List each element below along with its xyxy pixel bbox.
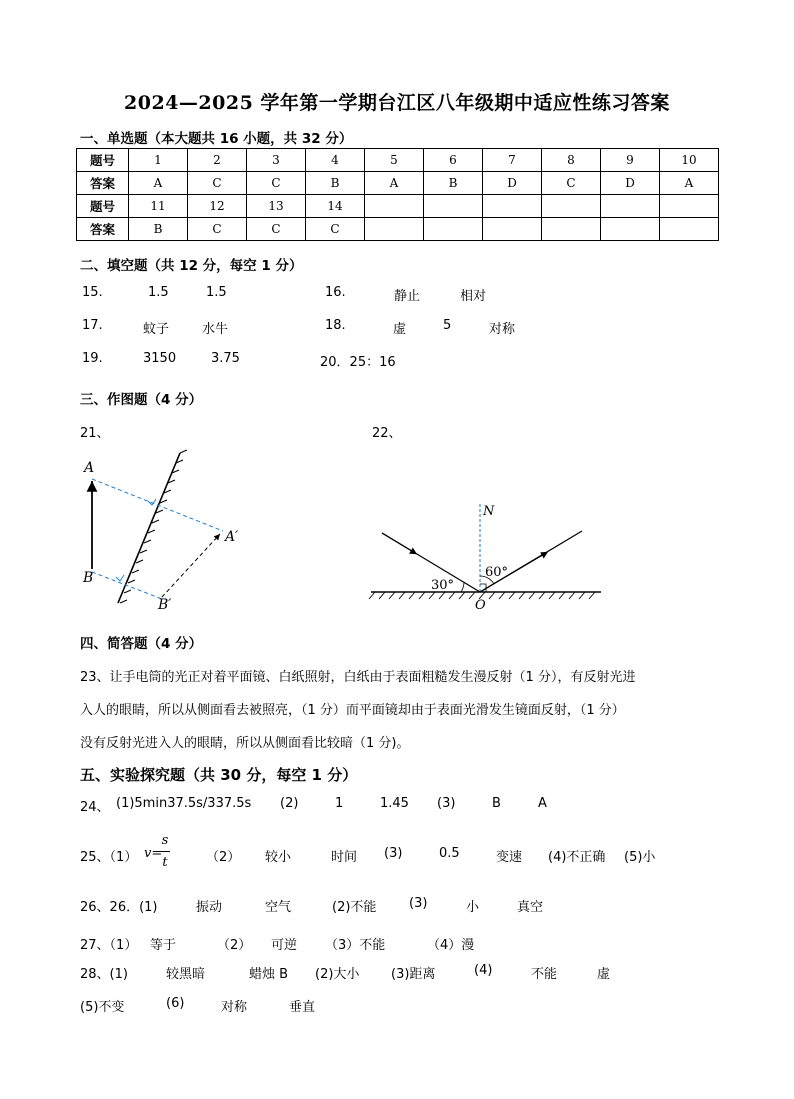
q28-answer-6: 虚 <box>597 967 611 982</box>
q15-number: 15. <box>82 285 103 300</box>
table-cell <box>424 195 483 218</box>
q24-part-3: (3) <box>437 796 456 811</box>
row-header-question: 题号 <box>77 195 129 218</box>
q25-answer-4: 变速 <box>496 850 523 865</box>
reflection-figure <box>365 498 610 616</box>
table-cell <box>601 195 660 218</box>
q27-number: 27、（1） <box>80 938 138 953</box>
q16-number: 16. <box>325 285 346 300</box>
table-cell: 5 <box>365 149 424 172</box>
mirror-image-figure <box>70 445 270 615</box>
angle-arc-30 <box>461 582 464 592</box>
image-arrow-a-prime-b-prime <box>162 534 220 597</box>
q28-number: 28、(1) <box>80 967 128 982</box>
q26-part-3: (3) <box>409 896 428 911</box>
q26-answer-1: 振动 <box>196 900 223 915</box>
q27-answer-3: （3）不能 <box>325 938 386 953</box>
q27-answer-4: （4）漫 <box>427 938 475 953</box>
fraction-bar <box>159 851 170 852</box>
q19-number: 19. <box>82 351 103 366</box>
table-cell <box>424 218 483 241</box>
q18-answer-3: 对称 <box>489 322 516 337</box>
q23-line-1: 23、让手电筒的光正对着平面镜、白纸照射，白纸由于表面粗糙发生漫反射（1 分），有反射光进 <box>80 670 636 685</box>
q28-answer-2: 蜡烛 B <box>249 967 289 982</box>
table-cell <box>542 218 601 241</box>
table-cell: 9 <box>601 149 660 172</box>
table-cell: 13 <box>247 195 306 218</box>
row-header-question: 题号 <box>77 149 129 172</box>
q18-answer-2: 5 <box>443 318 452 333</box>
q25-answer-3: 0.5 <box>439 846 460 861</box>
label-n: N <box>483 504 495 519</box>
q24-answer-4: A <box>538 796 547 811</box>
table-cell: B <box>129 218 188 241</box>
table-row <box>77 218 719 241</box>
q28-part-6: (6) <box>166 996 185 1011</box>
section4-heading: 四、简答题（4 分） <box>80 636 203 652</box>
mirror-line <box>118 453 180 603</box>
table-cell <box>365 195 424 218</box>
table-row <box>77 149 719 172</box>
q28-answer-8: 对称 <box>221 1000 248 1015</box>
q18-answer-1: 虚 <box>393 322 407 337</box>
table-cell: 10 <box>660 149 719 172</box>
label-o: O <box>475 598 486 613</box>
perpendicular-b <box>92 572 162 599</box>
table-cell: 11 <box>129 195 188 218</box>
page-title: 2024—2025 学年第一学期台江区八年级期中适应性练习答案 <box>124 92 670 114</box>
q24-number: 24、 <box>80 800 110 815</box>
q25-part-2: （2） <box>206 850 241 865</box>
q28-answer-9: 垂直 <box>289 1000 316 1015</box>
q25-formula-v: v= <box>144 846 163 861</box>
q28-answer-3: (2)大小 <box>315 967 360 982</box>
incident-ray-arrow <box>382 533 415 553</box>
table-cell: B <box>424 172 483 195</box>
table-cell: C <box>542 172 601 195</box>
q21-number: 21、 <box>80 426 110 441</box>
q22-number: 22、 <box>372 426 402 441</box>
q26-answer-3: (2)不能 <box>332 900 377 915</box>
q25-fraction-bottom: t <box>162 855 168 870</box>
table-cell: C <box>188 218 247 241</box>
q19-answer-2: 3.75 <box>211 351 240 366</box>
section1-heading: 一、单选题（本大题共 16 小题，共 32 分） <box>80 131 353 147</box>
q26-answer-4: 小 <box>466 900 480 915</box>
table-cell: 8 <box>542 149 601 172</box>
table-cell: A <box>365 172 424 195</box>
q26-answer-2: 空气 <box>265 900 292 915</box>
table-cell: 7 <box>483 149 542 172</box>
table-cell: 1 <box>129 149 188 172</box>
label-angle-60: 60° <box>485 565 509 580</box>
q24-answer-1: 1 <box>335 796 344 811</box>
table-cell: B <box>306 172 365 195</box>
q25-answer-1: 较小 <box>265 850 292 865</box>
table-cell: C <box>306 218 365 241</box>
q19-answer-1: 3150 <box>143 351 177 366</box>
perpendicular-a <box>92 479 223 531</box>
table-cell <box>483 218 542 241</box>
q16-answer-2: 相对 <box>460 289 487 304</box>
table-cell: 6 <box>424 149 483 172</box>
table-cell <box>660 218 719 241</box>
section5-heading: 五、实验探究题（共 30 分，每空 1 分） <box>80 766 358 784</box>
label-b: B <box>83 570 94 586</box>
table-cell: 14 <box>306 195 365 218</box>
table-cell: A <box>660 172 719 195</box>
table-cell <box>660 195 719 218</box>
table-cell <box>483 195 542 218</box>
label-b-prime: B′ <box>158 597 172 613</box>
table-cell: 2 <box>188 149 247 172</box>
answer-table <box>76 148 719 241</box>
table-cell: 3 <box>247 149 306 172</box>
table-cell: A <box>129 172 188 195</box>
q27-answer-1: 等于 <box>150 938 177 953</box>
q18-number: 18. <box>325 318 346 333</box>
table-cell: D <box>483 172 542 195</box>
table-row <box>77 195 719 218</box>
table-cell <box>542 195 601 218</box>
row-header-answer: 答案 <box>77 218 129 241</box>
right-angle-mark-a <box>148 499 156 505</box>
q27-part-2: （2） <box>217 938 252 953</box>
q28-part-4: (4) <box>474 963 493 978</box>
section2-heading: 二、填空题（共 12 分，每空 1 分） <box>80 258 303 274</box>
table-row <box>77 172 719 195</box>
q26-answer-5: 真空 <box>517 900 544 915</box>
q27-answer-2: 可逆 <box>271 938 298 953</box>
table-cell: 4 <box>306 149 365 172</box>
right-angle-mark-b <box>116 575 124 581</box>
q24-part-1: (1)5min37.5s/337.5s <box>116 796 252 811</box>
table-cell: 12 <box>188 195 247 218</box>
section3-heading: 三、作图题（4 分） <box>80 392 203 408</box>
q17-answer-1: 蚊子 <box>143 322 170 337</box>
q25-number: 25、（1） <box>80 850 138 865</box>
table-cell: C <box>247 218 306 241</box>
q17-answer-2: 水牛 <box>202 322 229 337</box>
q26-number: 26、26．(1) <box>80 900 158 915</box>
table-cell <box>601 218 660 241</box>
q15-answer-1: 1.5 <box>148 285 169 300</box>
table-cell <box>365 218 424 241</box>
q25-fraction-top: s <box>161 833 169 848</box>
q24-answer-3: B <box>492 796 501 811</box>
q23-line-3: 没有反射光进入人的眼睛，所以从侧面看比较暗（1 分)。 <box>80 736 410 751</box>
q25-answer-5: (4)不正确 <box>548 850 606 865</box>
label-angle-30: 30° <box>431 578 455 593</box>
label-a: A <box>84 460 95 476</box>
q17-number: 17. <box>82 318 103 333</box>
q23-line-2: 入人的眼睛，所以从侧面看去被照亮，（1 分）而平面镜却由于表面光滑发生镜面反射，（1 分） <box>80 703 625 718</box>
table-cell: D <box>601 172 660 195</box>
q15-answer-2: 1.5 <box>206 285 227 300</box>
q16-answer-1: 静止 <box>394 289 421 304</box>
row-header-answer: 答案 <box>77 172 129 195</box>
q20-answer: 20．25：16 <box>320 355 396 370</box>
q24-answer-2: 1.45 <box>380 796 409 811</box>
q24-part-2: (2) <box>280 796 299 811</box>
q28-answer-4: (3)距离 <box>391 967 436 982</box>
label-a-prime: A′ <box>225 529 239 545</box>
q28-answer-5: 不能 <box>531 967 558 982</box>
q28-answer-1: 较黑暗 <box>166 967 206 982</box>
table-cell: C <box>188 172 247 195</box>
q25-part-3: (3) <box>384 846 403 861</box>
table-cell: C <box>247 172 306 195</box>
q25-answer-2: 时间 <box>331 850 358 865</box>
q28-answer-7: (5)不变 <box>80 1000 125 1015</box>
q25-answer-6: (5)小 <box>624 850 656 865</box>
